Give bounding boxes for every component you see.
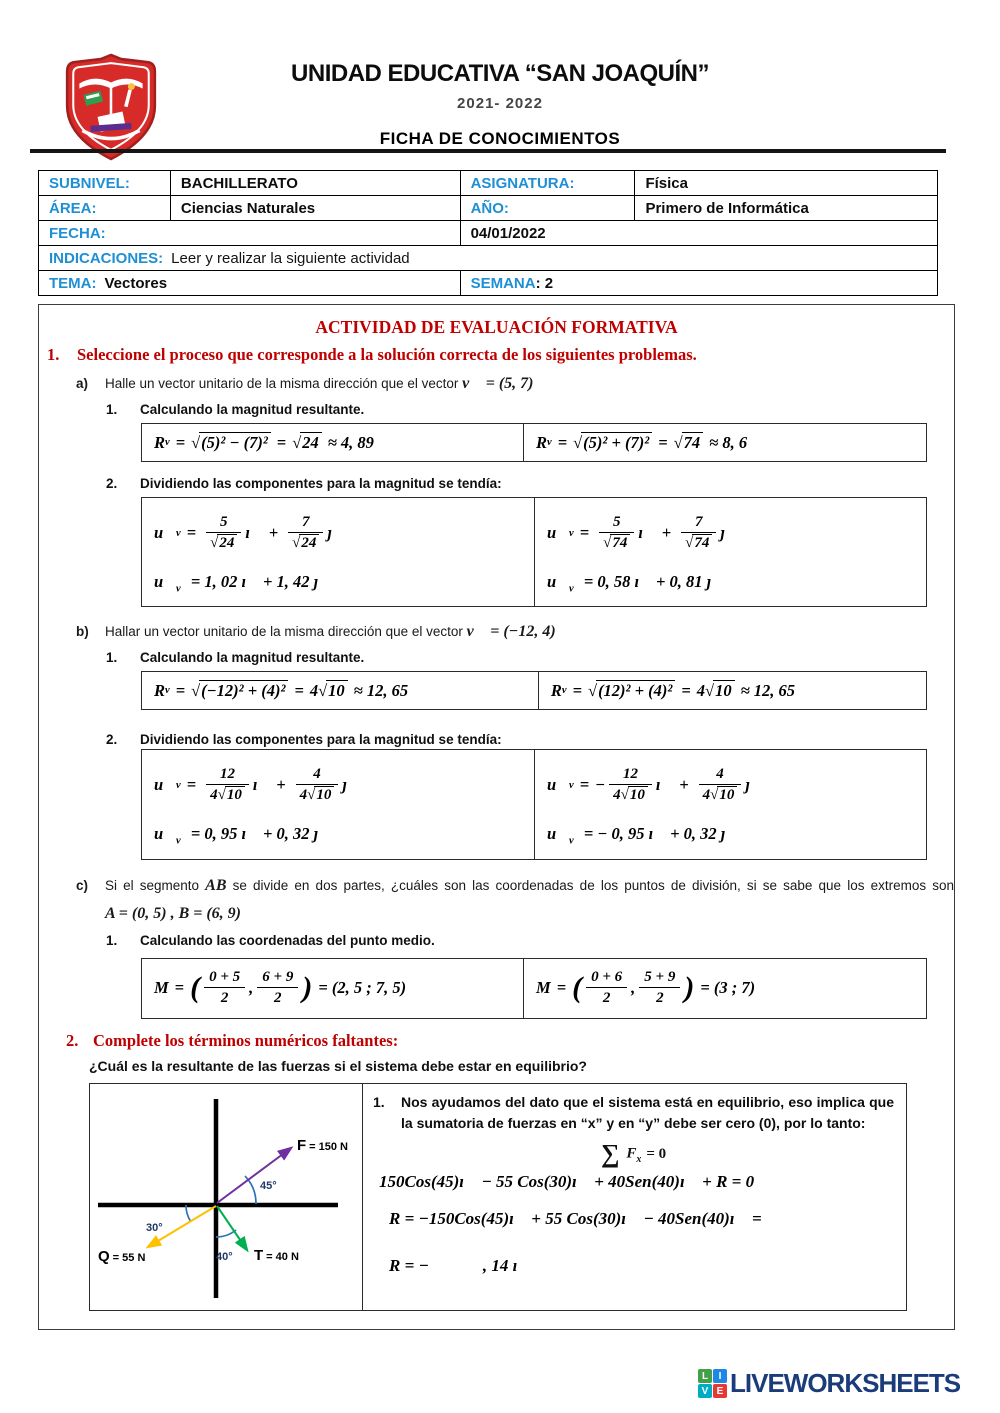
tema-cell xyxy=(39,271,461,296)
options-a-unit xyxy=(141,497,927,607)
semana-label: SEMANA xyxy=(470,274,536,292)
force-f-label: F = 150 N xyxy=(297,1136,349,1154)
tema-value: Vectores xyxy=(104,274,168,292)
problem-b xyxy=(76,623,954,641)
fecha-value: 04/01/2022 xyxy=(460,221,937,246)
problem-c-points: A = (0, 5) , B = (6, 9) xyxy=(105,905,242,923)
step-b1: 1. Calculando la magnitud resultante. xyxy=(106,650,365,666)
problem-b-vector: v⃗ = (−12, 4) xyxy=(466,623,556,641)
option-c-midpoint-right[interactable]: M = ( $\frac{0 + 6}{2}$ , $\frac{5 + 9}{2}$ ) = (3 ; 7) xyxy=(523,959,926,1018)
indicaciones-cell xyxy=(39,246,938,271)
anio-label: AÑO: xyxy=(460,196,635,221)
fecha-label: FECHA: xyxy=(39,221,461,246)
table-row xyxy=(39,221,938,246)
question-1-text: Seleccione el proceso que corresponde a la solución correcta de los siguientes problemas. xyxy=(77,345,697,364)
option-b-unit-right[interactable]: u⃗ v = − $\frac{12}{4√10}$ ı⃗ + $\frac{4}{4√10}$ ȷ⃗ $u⃗_v$ = − 0, 95 ı⃗ + 0, 32 ȷ⃗ xyxy=(534,750,926,858)
question-1-number: 1. xyxy=(47,345,60,364)
liveworksheets-logo-icon: L I V E xyxy=(698,1369,727,1398)
force-diagram-svg xyxy=(90,1084,360,1310)
area-value: Ciencias Naturales xyxy=(170,196,460,221)
anio-value: Primero de Informática xyxy=(635,196,938,221)
option-b-magnitude-right[interactable]: R v = √ (12)² + (4)² = 4 √ 10 ≈ 12, 65 xyxy=(538,672,926,709)
sigma-symbol: ∑ xyxy=(600,1139,620,1169)
angle-45-label: 45° xyxy=(260,1179,277,1192)
table-row xyxy=(39,246,938,271)
solution-text: 1. Nos ayudamos del dato que el sistema está en equilibrio, eso implica que la sumatoria de fuerzas en “x” y en “y” debe ser cero (0), por lo tanto: xyxy=(373,1093,894,1132)
problem-a-vector: v⃗ = (5, 7) xyxy=(462,375,534,392)
area-label: ÁREA: xyxy=(39,196,171,221)
sum-equation: ∑ $F_x = 0$ xyxy=(600,1139,667,1169)
angle-40-label: 40° xyxy=(216,1250,233,1263)
solution-box xyxy=(89,1083,907,1311)
question-2 xyxy=(66,1031,954,1051)
problem-c-text: Si el segmento AB se divide en dos partes, ¿cuáles son las coordenadas de los puntos de división, si se sabe que los extremos son A = (0, 5) , B = (6, 9) xyxy=(105,876,954,923)
equation-2: R = −150Cos(45)ı⃗ + 55 Cos(30)ı⃗ − 40Sen(40)ı⃗ = xyxy=(389,1209,762,1229)
activity-title: ACTIVIDAD DE EVALUACIÓN FORMATIVA xyxy=(315,317,678,337)
problem-a-text: Halle un vector unitario de la misma dirección que el vector v⃗ = (5, 7) xyxy=(105,375,534,392)
school-years: 2021- 2022 xyxy=(457,95,543,112)
problem-c-label: c) xyxy=(76,877,89,893)
question-2-prompt: ¿Cuál es la resultante de las fuerzas si el sistema debe estar en equilibrio? xyxy=(89,1057,587,1074)
liveworksheets-brand xyxy=(698,1368,960,1399)
activity-box xyxy=(38,304,955,1330)
semana-value: : 2 xyxy=(535,274,554,292)
document-title: FICHA DE CONOCIMIENTOS xyxy=(379,129,621,148)
solution-panel xyxy=(362,1084,906,1310)
table-row xyxy=(39,171,938,196)
option-a-unit-right[interactable]: u⃗ v = $\frac{5}{√74}$ ı⃗ + $\frac{7}{√74}$ ȷ⃗ $u⃗_v = 0$, 58 ı⃗ + 0, 81 ȷ⃗ xyxy=(534,498,926,606)
question-2-number: 2. xyxy=(66,1030,79,1050)
step-c1: 1. Calculando las coordenadas del punto medio. xyxy=(106,933,435,949)
page-header xyxy=(0,60,1000,149)
indicaciones-label: INDICACIONES: xyxy=(49,249,164,267)
force-t-arrow xyxy=(217,1206,247,1250)
option-a-magnitude-right[interactable]: R v = √ (5)² + (7)² = √ 74 ≈ 8, 6 xyxy=(523,424,926,461)
table-row xyxy=(39,271,938,296)
force-f-arrow xyxy=(217,1148,291,1203)
missing-number-input[interactable] xyxy=(429,1253,483,1271)
options-a-magnitude xyxy=(141,423,927,462)
step-a2: 2. Dividiendo las componentes para la magnitud se tendía: xyxy=(106,476,502,491)
angle-arc-30 xyxy=(186,1205,191,1222)
semana-cell xyxy=(460,271,937,296)
option-b-magnitude-left[interactable]: R v = √ (−12)² + (4)² = 4 √ 10 ≈ 12, 65 xyxy=(154,680,409,701)
subnivel-value: BACHILLERATO xyxy=(170,171,460,196)
step-a1: 1. Calculando la magnitud resultante. xyxy=(106,402,365,417)
step-b2: 2. Dividiendo las componentes para la magnitud se tendía: xyxy=(106,732,502,748)
header-divider xyxy=(30,149,946,153)
force-t-label: T = 40 N xyxy=(254,1246,299,1264)
asignatura-label: ASIGNATURA: xyxy=(460,171,635,196)
angle-30-label: 30° xyxy=(146,1221,163,1234)
subnivel-label: SUBNIVEL: xyxy=(39,171,171,196)
equation-3: R = − , 14 ı⃗ xyxy=(389,1253,894,1276)
problem-b-text: Hallar un vector unitario de la misma dirección que el vector v⃗ = (−12, 4) xyxy=(105,623,556,641)
school-name: UNIDAD EDUCATIVA “SAN JOAQUÍN” xyxy=(291,60,709,87)
problem-a xyxy=(76,375,954,393)
options-b-magnitude xyxy=(141,671,927,710)
indicaciones-value: Leer y realizar la siguiente actividad xyxy=(171,249,410,267)
question-2-title: Complete los términos numéricos faltantes: xyxy=(93,1030,399,1050)
info-table xyxy=(38,170,938,296)
options-b-unit xyxy=(141,749,927,859)
option-b-unit-left[interactable]: u⃗ v = $\frac{12}{4√10}$ ı⃗ + $\frac{4}{4√10}$ ȷ⃗ $u⃗_v = 0$, 95 ı⃗ + 0, 32 ȷ⃗ xyxy=(154,766,360,847)
liveworksheets-wordmark: LIVEWORKSHEETS xyxy=(730,1368,961,1398)
tema-label: TEMA: xyxy=(49,274,97,292)
options-c-midpoint xyxy=(141,958,927,1019)
option-a-unit-left[interactable]: u⃗ v = $\frac{5}{√24}$ ı⃗ + $\frac{7}{√24}$ ȷ⃗ $u⃗_v = 1$, 02 ı⃗ + 1, 42 ȷ⃗ xyxy=(154,513,345,595)
option-a-magnitude-left[interactable]: R v = √ (5)² − (7)² = √ 24 ≈ 4, 89 xyxy=(154,432,374,452)
asignatura-value: Física xyxy=(635,171,938,196)
force-q-label: Q = 55 N xyxy=(98,1247,146,1265)
equation-1: 150Cos(45)ı⃗ − 55 Cos(30)ı⃗ + 40Sen(40)ı⃗ + R = 0 xyxy=(379,1172,755,1192)
force-diagram xyxy=(90,1084,362,1310)
problem-a-label: a) xyxy=(76,376,89,391)
table-row xyxy=(39,196,938,221)
question-1 xyxy=(47,345,942,365)
option-c-midpoint-left[interactable]: M = ( $\frac{0 + 5}{2}$ , $\frac{6 + 9}{2}$ ) = (2, 5 ; 7, 5) xyxy=(154,969,407,1007)
problem-c xyxy=(76,872,954,930)
problem-b-label: b) xyxy=(76,624,89,640)
